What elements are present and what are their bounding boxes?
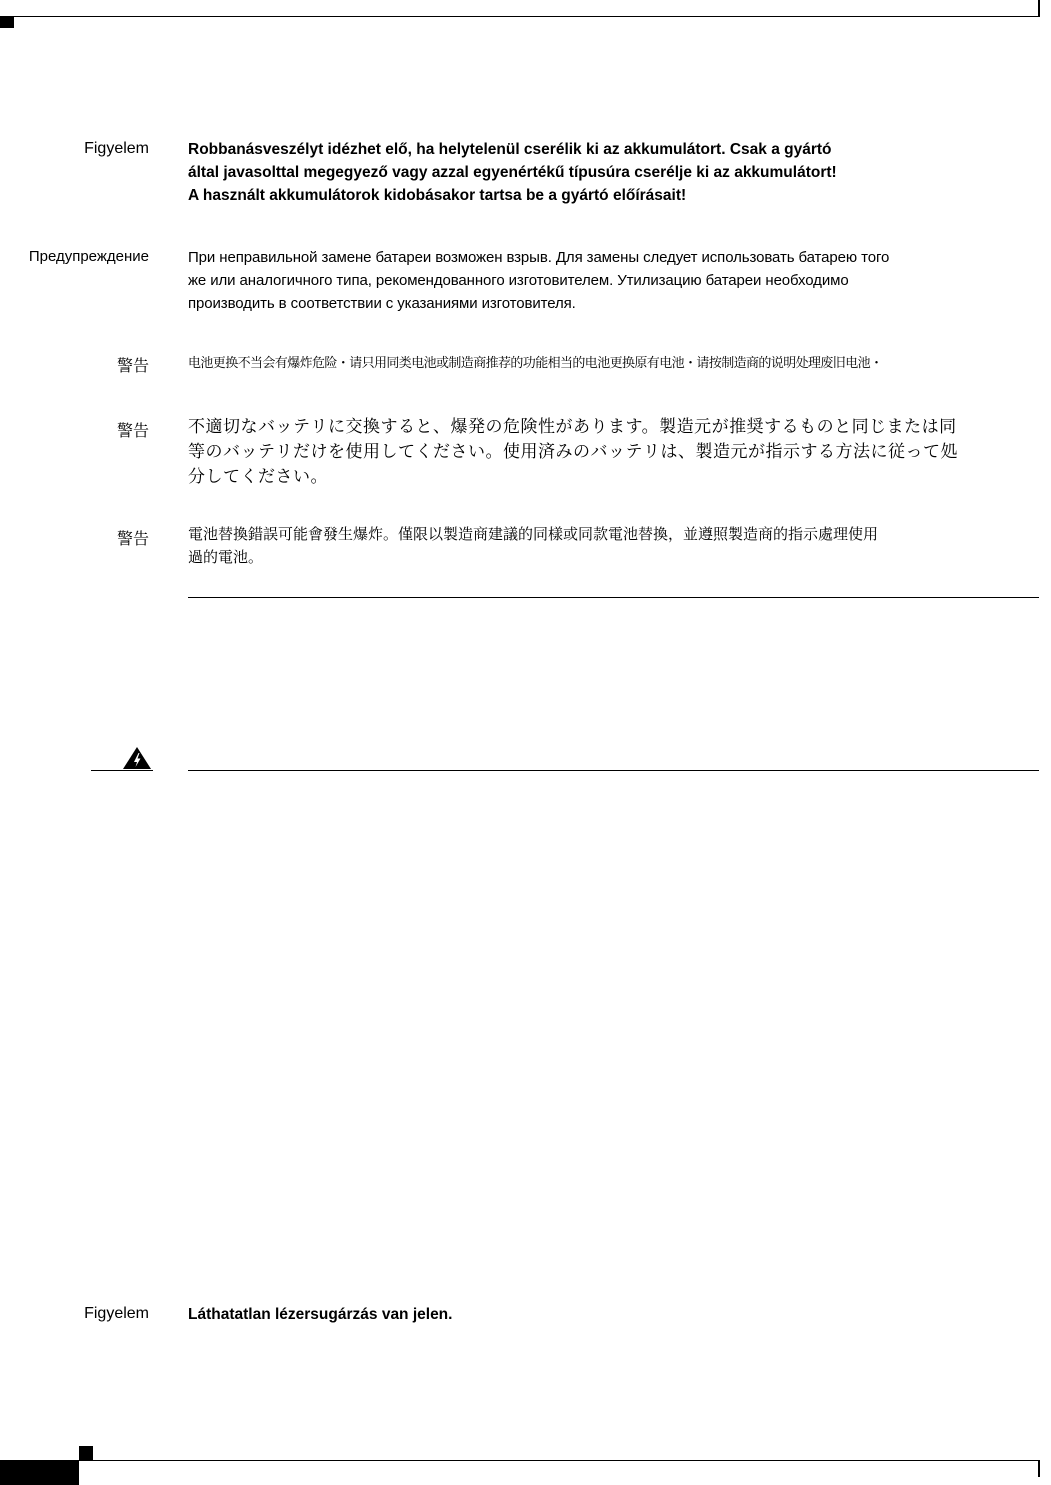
- bottom-marker: [79, 1446, 93, 1460]
- warning-line: 不適切なバッテリに交換すると、爆発の危険性があります。製造元が推奨するものと同じまたは同: [188, 417, 957, 437]
- warning-line: производить в соответствии с указаниями изготовителя.: [188, 295, 576, 312]
- bottom-right-tick: [1038, 1460, 1040, 1477]
- warning-line: 過的電池。: [188, 548, 264, 566]
- warning-text-simplified-chinese: [188, 353, 1038, 375]
- warning-line: 電池替換錯誤可能會發生爆炸。僅限以製造商建議的同樣或同款電池替換，並遵照製造商的指示處理使用: [188, 525, 879, 543]
- section-separator: [188, 597, 1039, 598]
- warning-icon-rule: [91, 770, 153, 771]
- warning-text-hungarian: [188, 138, 1038, 207]
- top-right-tick: [1038, 0, 1040, 17]
- warning-text-japanese: [188, 415, 1038, 490]
- warning-line: által javasolttal megegyező vagy azzal egyenértékű típusúra cserélje ki az akkumulátort!: [188, 164, 837, 181]
- warning-label-japanese: 警告: [116, 421, 149, 440]
- warning-label-traditional-chinese: 警告: [116, 529, 149, 548]
- warning-heading-rule: [188, 770, 1039, 771]
- warning-text-traditional-chinese: [188, 523, 1038, 569]
- page-number-tab: [0, 1460, 79, 1485]
- top-rule: [0, 16, 1040, 17]
- laser-warning-text: Láthatatlan lézersugárzás van jelen.: [188, 1306, 453, 1323]
- warning-line: A használt akkumulátorok kidobásakor tartsa be a gyártó előírásait!: [188, 187, 687, 204]
- warning-text-russian: [188, 246, 1038, 315]
- bottom-rule: [0, 1460, 1040, 1461]
- warning-line: 等のバッテリだけを使用してください。使用済みのバッテリは、製造元が指示する方法に従って処: [188, 442, 958, 462]
- laser-warning-label: Figyelem: [84, 1305, 149, 1322]
- warning-triangle-icon: [121, 746, 153, 770]
- warning-label-hungarian: Figyelem: [84, 140, 149, 157]
- warning-label-russian: Предупреждение: [28, 248, 149, 265]
- warning-line: 分してください。: [188, 467, 328, 487]
- warning-label-simplified-chinese: 警告: [116, 356, 149, 375]
- warning-line: При неправильной замене батареи возможен взрыв. Для замены следует использовать батарею того: [188, 249, 890, 266]
- warning-line: 电池更换不当会有爆炸危险・请只用同类电池或制造商推荐的功能相当的电池更换原有电池・请按制造商的说明处理废旧电池・: [188, 356, 883, 371]
- warning-line: Robbanásveszélyt idézhet elő, ha helytelenül cserélik ki az akkumulátort. Csak a gyártó: [188, 141, 832, 158]
- warning-line: же или аналогичного типа, рекомендованного изготовителем. Утилизацию батареи необходимо: [188, 272, 849, 289]
- top-left-marker: [0, 17, 14, 28]
